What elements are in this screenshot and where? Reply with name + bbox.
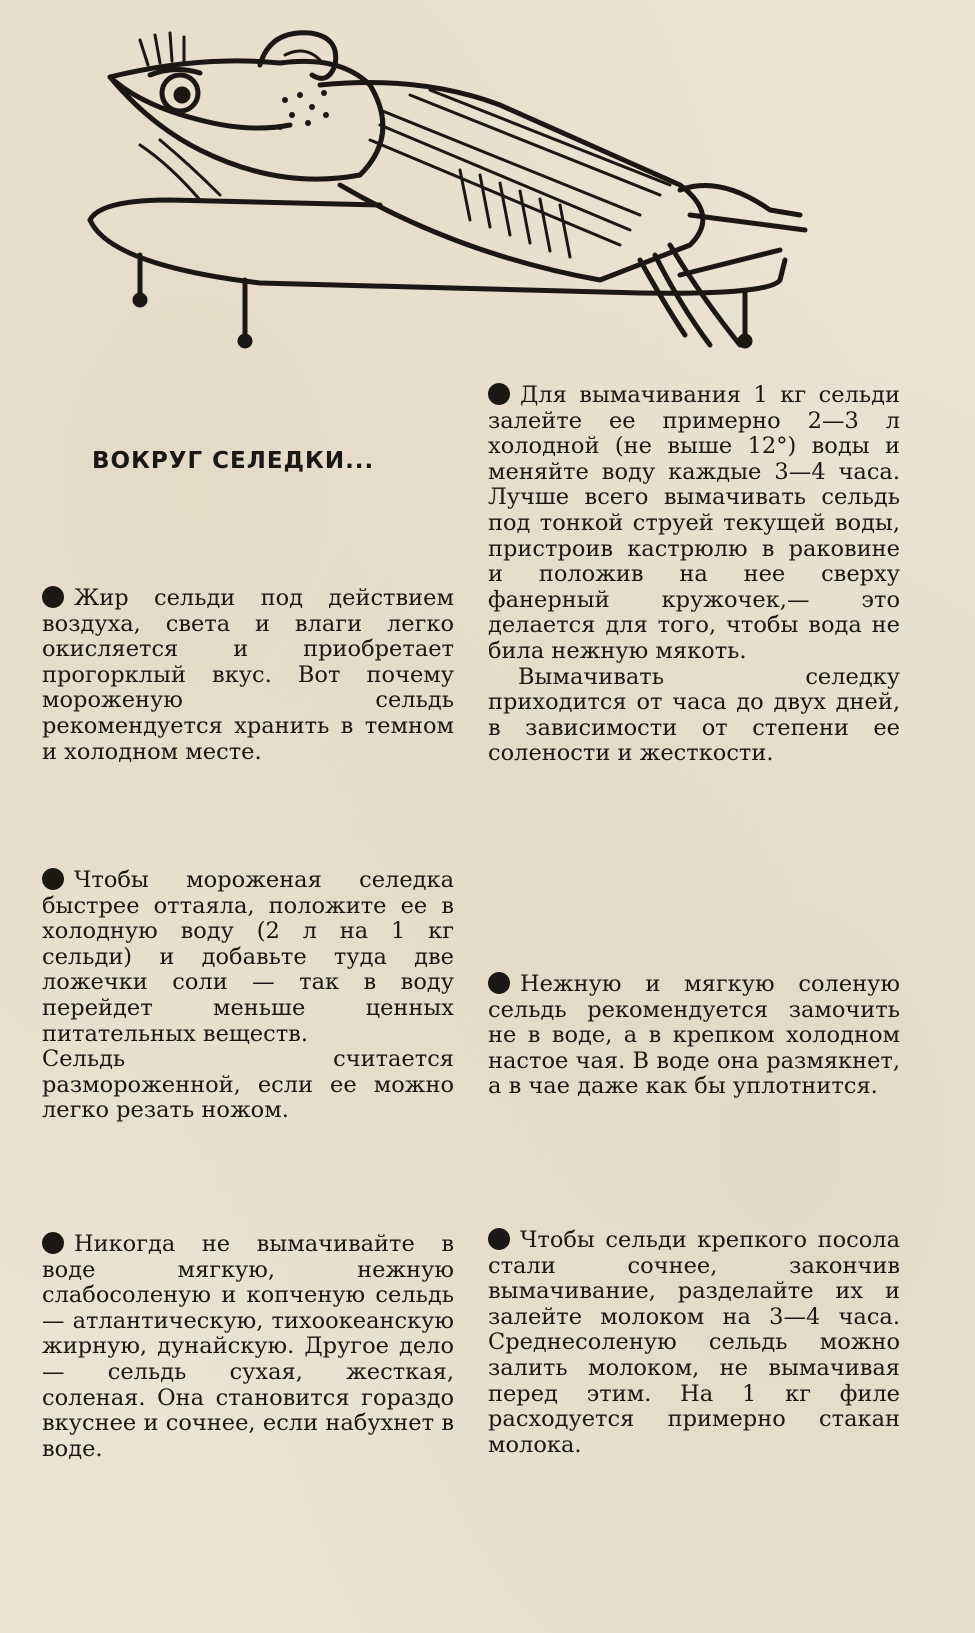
tip-text: Жир сельди под действием воздуха, света и влаги легко окисляется и приобретает прогорклый вкус. Вот почему мороженую сельдь рекомендуется хранить в темном и холодном месте.: [42, 585, 454, 765]
bullet-icon: [42, 868, 64, 890]
tip-paragraph: [42, 868, 454, 1124]
tip-text: Чтобы сельди крепкого посола стали сочнее, закончив вымачивание, разделайте их и залейте молоком на 3—4 часа. Среднесоленую сельдь можно залить молоком, не вымачивая перед этим. На 1 кг филе расходуется примерно стакан молока.: [488, 1227, 900, 1458]
herring-reading-newspaper-icon: [80, 15, 830, 385]
tip-paragraph: [488, 972, 900, 1100]
bullet-icon: [488, 1228, 510, 1250]
bullet-icon: [488, 383, 510, 405]
tip-text: Нежную и мягкую соленую сельдь рекомендуется замочить не в воде, а в крепком холодном настое чая. В воде она размякнет, а в чае даже как бы уплотнится.: [488, 971, 900, 1100]
bullet-icon: [488, 972, 510, 994]
tip-text: Никогда не вымачивайте в воде мягкую, нежную слабосоленую и копченую сельдь — атлантическую, тихоокеанскую жирную, дунайскую. Другое дело — сельдь сухая, жесткая, соленая. Она становится гораздо вкуснее и сочнее, если набухнет в воде.: [42, 1231, 454, 1462]
tip-paragraph: [42, 586, 454, 765]
article-title: ВОКРУГ СЕЛЕДКИ...: [92, 448, 375, 474]
tip-continuation: Сельдь считается размороженной, если ее можно легко резать ножом.: [42, 1046, 454, 1124]
tip-paragraph: [488, 383, 900, 767]
tip-text: Чтобы мороженая селедка быстрее оттаяла, положите ее в холодную воду (2 л на 1 кг сельди) и добавьте туда две ложечки соли — так в воду перейдет меньше ценных питательных веществ.: [42, 867, 454, 1047]
bullet-icon: [42, 586, 64, 608]
bullet-icon: [42, 1232, 64, 1254]
tip-continuation: Вымачивать селедку приходится от часа до двух дней, в зависимости от степени ее солености и жесткости.: [488, 663, 900, 767]
tip-paragraph: [42, 1232, 454, 1462]
tip-text: Для вымачивания 1 кг сельди залейте ее примерно 2—3 л холодной (не выше 12°) воды и меняйте воду каждые 3—4 часа. Лучше всего вымачивать сельдь под тонкой струей текущей воды, пристроив кастрюлю в раковине и положив на нее сверху фанерный кружочек,— это делается для того, чтобы вода не била нежную мякоть.: [488, 382, 900, 664]
tip-paragraph: [488, 1228, 900, 1458]
